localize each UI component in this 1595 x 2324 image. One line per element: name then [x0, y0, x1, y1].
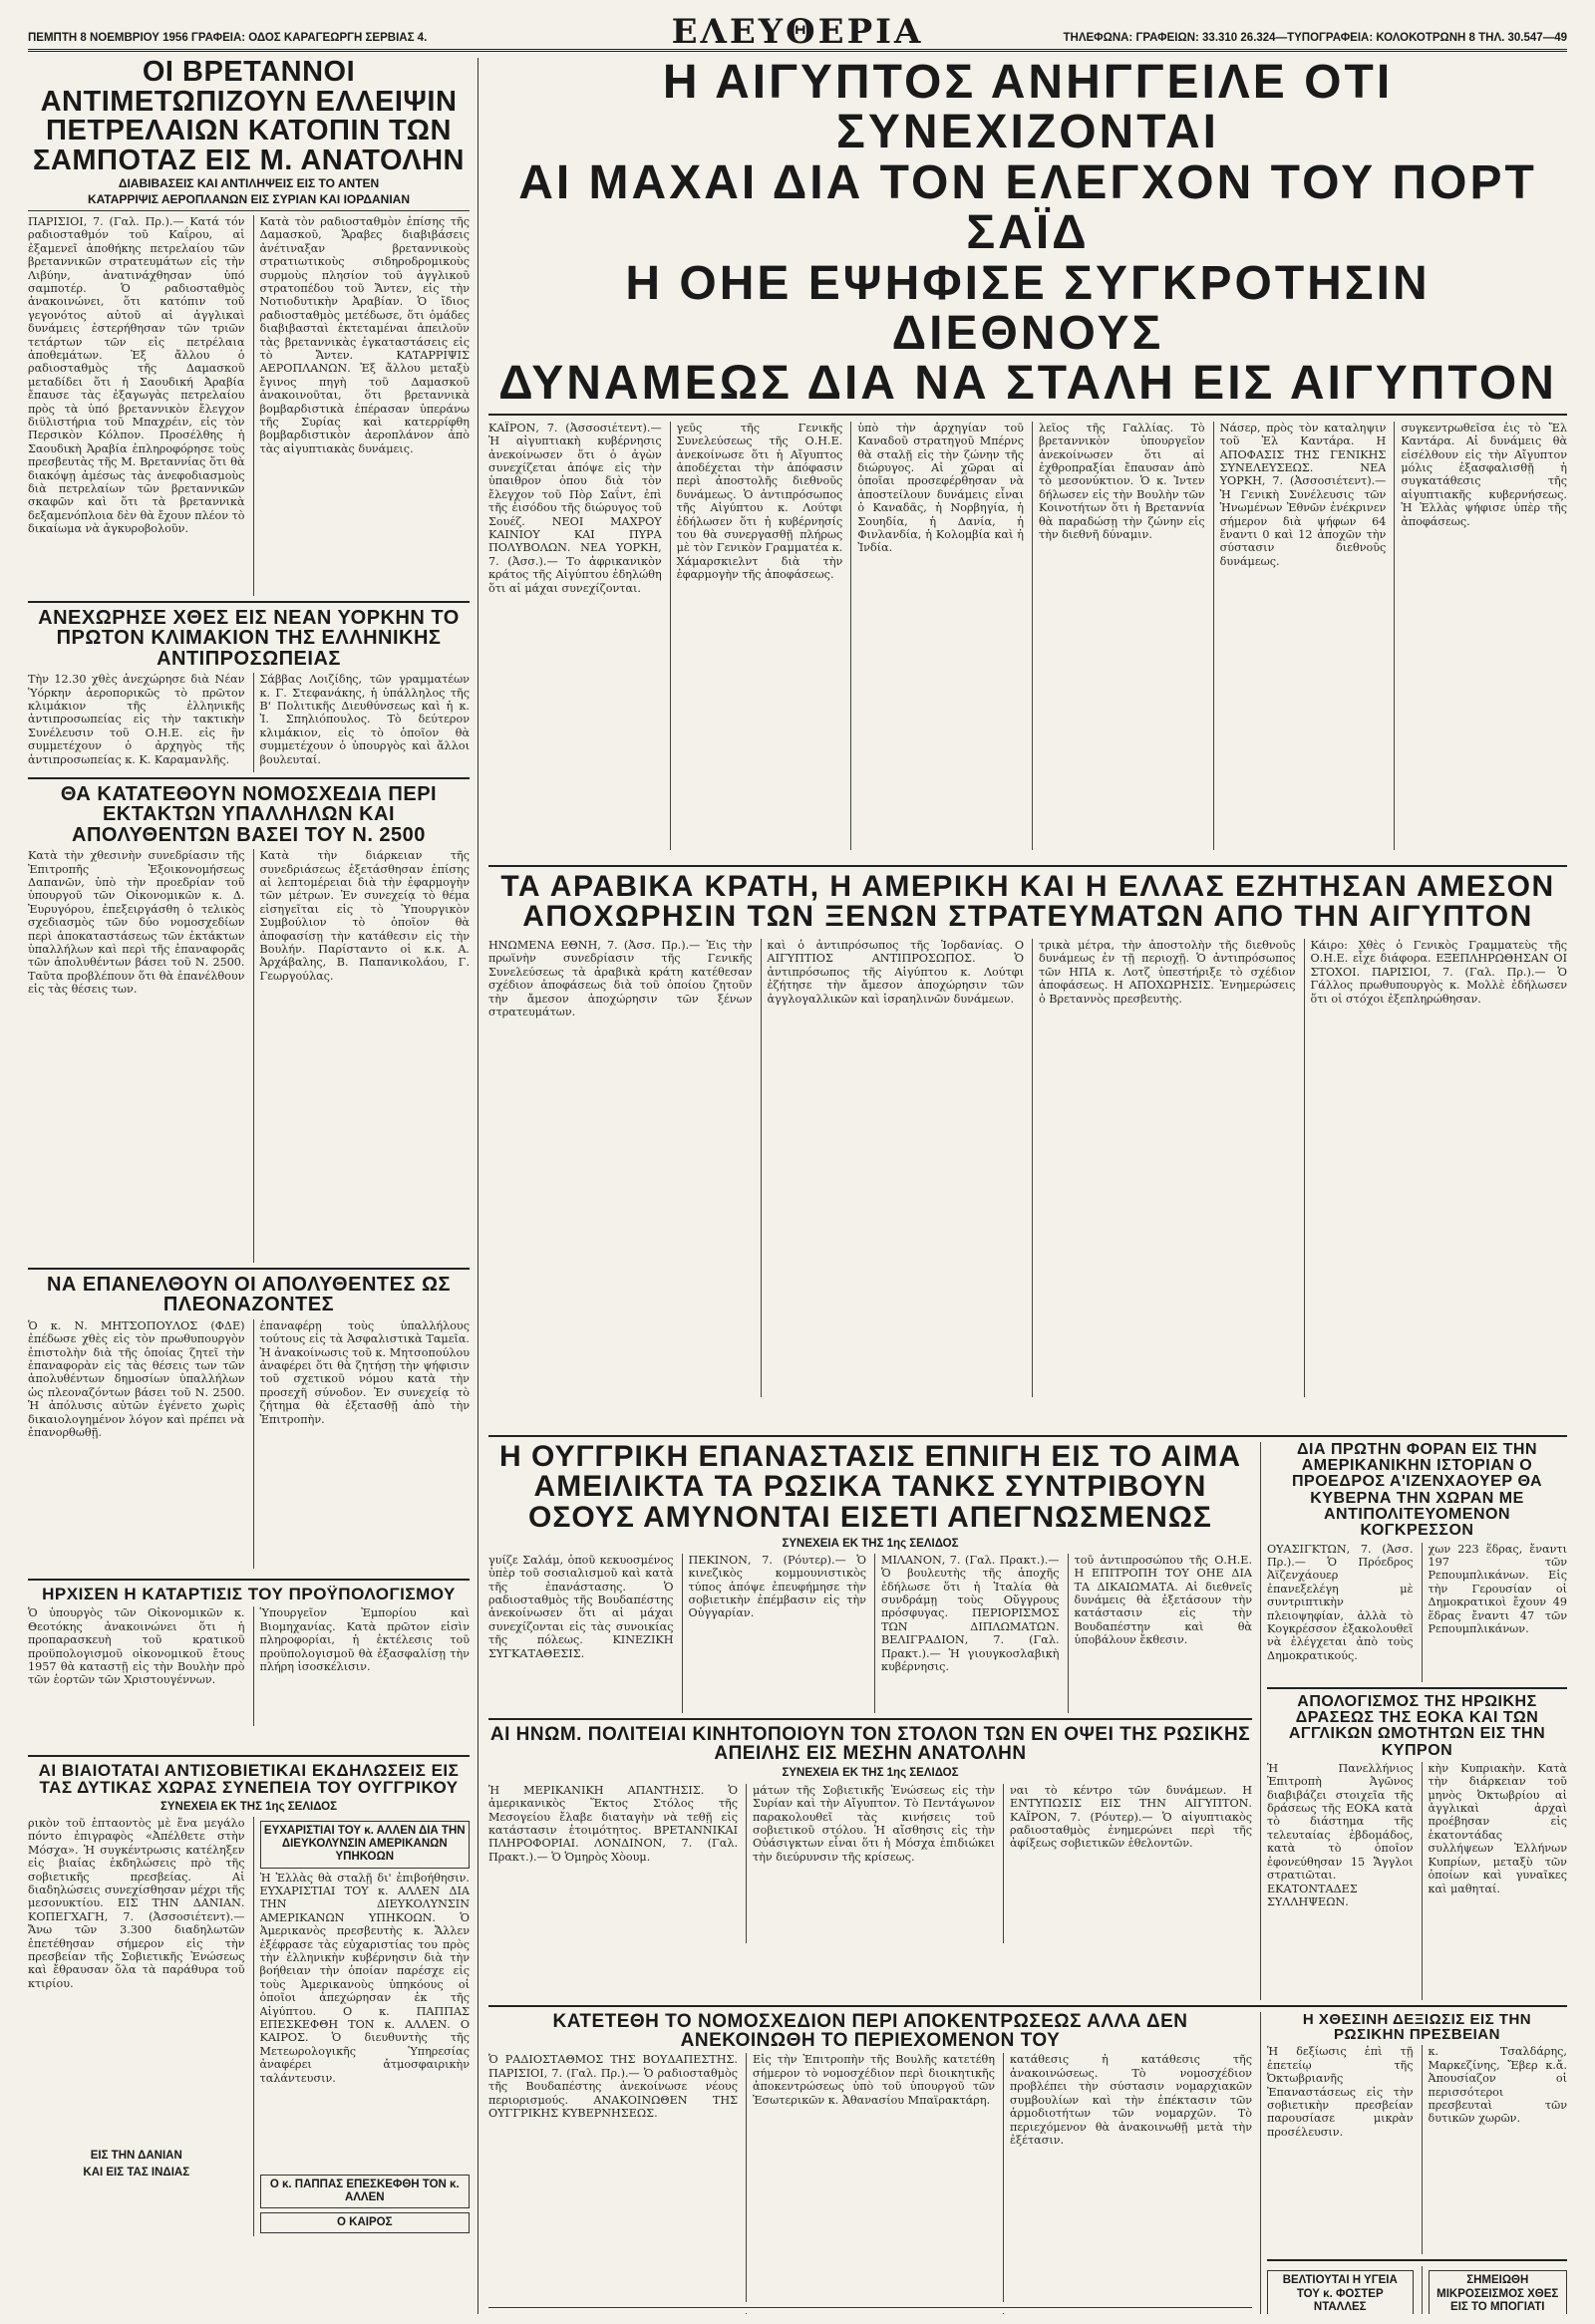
continuation-label: ΣΥΝΕΧΕΙΑ ΕΚ ΤΗΣ 1ης ΣΕΛΙΔΟΣ	[782, 1537, 959, 1550]
article-text: χων 223 ἕδρας, ἔναντι 197 τῶν Ρεπουμπλικάνων. Εἰς τὴν Γερουσίαν οἱ Δημοκρατικοὶ ἔχουν 49 ἕδρας ἔναντι 47 τῶν Ρεπουμπλικάνων.	[1422, 1543, 1568, 1682]
article-text: Νάσερ, πρὸς τὸν καταληψιν τοῦ Ἑλ Καντάρα. Η ΑΠΟΦΑΣΙΣ ΤΗΣ ΓΕΝΙΚΗΣ ΣΥΝΕΛΕΥΣΕΩΣ. ΝΕΑ ΥΟΡΚΗ, 7. (Ἀσσοσιέτεντ).— Ἡ Γενικὴ Συνέλευσις τῶν Ἡνωμένων Ἐθνῶν ἐνέκρινεν σήμερον διὰ ψήφων 64 ἔναντι 0 καὶ 12 ἀποχῶν τὴν σύστασιν διεθνοῦς δυνάμεως.	[1213, 422, 1387, 850]
article-text: γεῦς τῆς Γενικῆς Συνελεύσεως τῆς Ο.Η.Ε. ἀνεκοίνωσε ὅτι ἡ Αἴγυπτος ἀποδέχεται τὴν ἀπόφασιν περὶ ἀποστολῆς διεθνοῦς δυνάμεως. Ὁ ἀντιπρόσωπος τῆς Αἰγύπτου κ. Λούτφι ἐδήλωσεν ὅτι ἡ κυβέρνησίς του θὰ συνεργασθῇ πλήρως μὲ τὸν Γενικὸν Γραμματέα κ. Χάμαρσκιελντ διὰ τὴν ἐφαρμογὴν τῆς ἀποφάσεως.	[670, 422, 843, 850]
headline: ΔΙΑ ΠΡΩΤΗΝ ΦΟΡΑΝ ΕΙΣ ΤΗΝ ΑΜΕΡΙΚΑΝΙΚΗΝ ΙΣΤΟΡΙΑΝ Ο ΠΡΟΕΔΡΟΣ Α'ΙΖΕΝΧΑΟΥΕΡ ΘΑ ΚΥΒΕΡΝΑ ΤΗΝ ΧΩΡΑΝ ΜΕ ΑΝΤΙΠΟΛΙΤΕΥΟΜΕΝΟΝ ΚΟΓΚΡΕΣΣΟΝ	[1291, 1441, 1543, 1540]
masthead-phones: ΤΗΛΕΦΩΝΑ: ΓΡΑΦΕΙΩΝ: 33.310 26.324—ΤΥΠΟΓΡΑΦΕΙΑ: ΚΟΛΟΚΟΤΡΩΝΗ 8 ΤΗΛ. 30.547—49	[1063, 32, 1567, 44]
article-text: τοῦ ἀντιπροσώπου τῆς Ο.Η.Ε. Η ΕΠΙΤΡΟΠΗ ΤΟΥ ΟΗΕ ΔΙΑ ΤΑ ΔΙΚΑΙΩΜΑΤΑ. Αἱ διεθνεῖς δυνάμεις θὰ ἐξετάσουν τὴν κατάστασιν εἰς τὴν Βουδαπέστην καὶ θὰ ὑποβάλουν ἔκθεσιν.	[1068, 1554, 1253, 1713]
article-text: ΠΑΡΙΣΙΟΙ, 7. (Γαλ. Πρ.).— Κατά τόν ραδιοσταθμόν τοῦ Καΐρου, αἱ ἐξαμενεῖ ἀποθήκης πετρελαίου τῶν βρεταννικῶν στρατευμάτων εἰς τὴν Λιβύην, ἀνατινάχθησαν ὑπό σαμποτέρ. Ὁ ραδιοσταθμὸς ἀνακοινώνει, ὅτι κατόπιν τοῦ γεγονότος αὐτοῦ αἱ ἀγγλικαὶ δυνάμεις ἐστερήθησαν τῶν τριῶν τετάρτων τῶν εἰς πετρέλαια ἀποθεμάτων. Ἐξ ἄλλου ὁ ραδιοσταθμὸς τῆς Δαμασκοῦ μεταδίδει ὅτι ἡ Σαουδική Ἀραβία ἔπαυσε τὰς ἐξαγωγὰς πετρελαίου πρὸς τὰ ὑπό βρεταννικὸν ἔλεγχον διϋλιστήρια τοῦ Μπαχρέιν, εἰς τὸν Περσικὸν Κόλπον. Προσέλθης ἡ Σαουδικὴ Ἀραβία ἐπληροφόρησε τοὺς πρεσβευτὰς τῆς Μ. Βρεταννίας ὅτι θὰ διακόψῃ ἀμέσως τὰς ἀνεφοδιασμοὺς διὰ πετρελαίων τῶν βρεταννικῶν σκαφῶν καὶ ὅτι τὰ βρεταννικὰ δεξαμενόπλοια δὲν θὰ ἔχουν πλέον τὸ δικαίωμα νὰ ἀγκυροβολοῦν.	[28, 214, 245, 536]
article-text: Ἡ Ἑλλὰς θὰ σταλῇ δι' ἐπιβοήθησιν. ΕΥΧΑΡΙΣΤΙΑΙ ΤΟΥ κ. ΑΛΛΕΝ ΔΙΑ ΤΗΝ ΔΙΕΥΚΟΛΥΝΣΙΝ ΑΜΕΡΙΚΑΝΩΝ ΥΠΗΚΟΩΝ. Ὁ Ἀμερικανὸς πρεσβευτὴς κ. Ἄλλεν ἐξέφρασε τὰς εὐχαριστίας του πρὸς τὴν ἑλληνικὴν κυβέρνησιν διὰ τὴν βοήθειαν τὴν ὁποίαν παρέσχε εἰς τοὺς Ἀμερικανοὺς ὑπηκόους οἱ ὁποῖοι ἀπεχώρησαν ἐκ τῆς Αἰγύπτου. Ο κ. ΠΑΠΠΑΣ ΕΠΕΣΚΕΦΘΗ ΤΟΝ κ. ΑΛΛΕΝ. Ο ΚΑΙΡΟΣ. Ὁ διευθυντὴς τῆς Μετεωρολογικῆς Ὑπηρεσίας ἀναφέρει ἀτμοσφαιρικὴν ταλάντευσιν.	[259, 1871, 470, 2085]
article-delegation	[28, 608, 470, 772]
brief-dulles	[1267, 2266, 1414, 2314]
page-body	[28, 58, 1567, 2314]
masthead-date-address: ΠΕΜΠΤΗ 8 ΝΟΕΜΒΡΙΟΥ 1956 ΓΡΑΦΕΙΑ: ΟΔΟΣ ΚΑΡΑΓΕΩΡΓΗ ΣΕΡΒΙΑΣ 4.	[28, 32, 428, 44]
article-text: λεῖος τῆς Γαλλίας. Τὸ βρεταννικὸν ὑπουργεῖον ἀνεκοίνωσεν ὅτι αἱ ἐχθροπραξίαι ἔπαυσαν ἀπὸ τὸ μεσονύκτιον. Ὁ κ. Ἰντεν δήλωσεν εἰς τὴν Βουλὴν τῶν Κοινοτήτων ὅτι ἡ Βρεταννία θὰ παραδώσῃ τὴν ζώνην εἰς τὴν διεθνῆ δύναμιν.	[1032, 422, 1205, 850]
article-bills	[28, 784, 470, 1263]
banner-line-4: ΔΥΝΑΜΕΩΣ ΔΙΑ ΝΑ ΣΤΑΛΗ ΕΙΣ ΑΙΓΥΠΤΟΝ	[498, 357, 1557, 411]
article-british-oil	[28, 58, 470, 596]
article-text: Τὴν 12.30 χθὲς ἀνεχώρησε διὰ Νέαν Ὑόρκην ἀεροπορικῶς τὸ πρῶτον κλιμάκιον τῆς ἑλληνικῆς ἀντιπροσωπείας εἰς τὴν τακτικὴν Συνέλευσιν τοῦ Ο.Η.Ε. εἰς ἣν συμμετέχουν ὁ ἀρχηγὸς τῆς ἀντιπροσωπείας κ. Κ. Καραμανλῆς.	[28, 673, 245, 766]
article-text: ὑπὸ τὴν ἀρχηγίαν τοῦ Καναδοῦ στρατηγοῦ Μπέρνς θὰ σταλῇ εἰς τὴν ζώνην τῆς διώρυγος. Αἱ χῶραι αἱ ὁποῖαι προσεφέρθησαν νὰ ἀποστείλουν δυνάμεις εἶναι ὁ Καναδᾶς, ἡ Νορβηγία, ἡ Σουηδία, ἡ Δανία, ἡ Φινλανδία, ἡ Κολομβία καὶ ἡ Ἰνδία.	[850, 422, 1024, 850]
article-text: Σάββας Λοιζίδης, τῶν γραμματέων κ. Γ. Στεφανάκης, ἡ ὑπάλληλος τῆς Β' Πολιτικῆς Διευθύνσεως καὶ ἡ κ. Ἰ. Σπηλιόπουλος. Τὸ δεύτερον κλιμάκιον, εἰς τὸ ὁποῖον θὰ συμμετέχουν ὁ ὑπουργὸς καὶ ἄλλοι βουλευταί.	[253, 673, 471, 772]
headline: ΟΙ ΒΡΕΤΑΝΝΟΙ ΑΝΤΙΜΕΤΩΠΙΖΟΥΝ ΕΛΛΕΙΨΙΝ ΠΕΤΡΕΛΑΙΩΝ ΚΑΤΟΠΙΝ ΤΩΝ ΣΑΜΠΟΤΑΖ ΕΙΣ Μ. ΑΝΑΤΟΛΗΝ	[33, 58, 465, 176]
headline: ΑΙ ΒΙΑΙΟΤΑΤΑΙ ΑΝΤΙΣΟΒΙΕΤΙΚΑΙ ΕΚΔΗΛΩΣΕΙΣ ΕΙΣ ΤΑΣ ΔΥΤΙΚΑΣ ΧΩΡΑΣ ΣΥΝΕΠΕΙΑ ΤΟΥ ΟΥΓΓΡΙΚΟΥ	[38, 1762, 460, 1798]
article-text: ἐπαναφέρῃ τοὺς ὑπαλλήλους τούτους εἰς τὰ Ἀσφαλιστικὰ Ταμεῖα. Ἡ ἀνακοίνωσις τοῦ κ. Μητσοπούλου ἀναφέρει ὅτι θὰ ζητήσῃ τὴν ψήφισιν τοῦ σχετικοῦ νόμου κατὰ τὴν προσεχῆ σύνοδον. Ἐν συνεχείᾳ τὸ ζήτημα θὰ ἐξετασθῇ ἀπὸ τὴν Ἐπιτροπὴν.	[253, 1319, 471, 1569]
headline: ΤΑ ΑΡΑΒΙΚΑ ΚΡΑΤΗ, Η ΑΜΕΡΙΚΗ ΚΑΙ Η ΕΛΛΑΣ ΕΖΗΤΗΣΑΝ ΑΜΕΣΟΝ ΑΠΟΧΩΡΗΣΙΝ ΤΩΝ ΞΕΝΩΝ ΣΤΡΑΤΕΥΜΑΤΩΝ ΑΠΟ ΤΗΝ ΑΙΓΥΠΤΟΝ	[500, 871, 1555, 934]
brief-moscow	[1003, 2313, 1252, 2314]
article-text: Κατὰ τὴν διάρκειαν τῆς συνεδριάσεως ἐξετάσθησαν ἐπίσης αἱ λεπτομέρειαι διὰ τὴν ἐφαρμογὴν τῶν μέτρων. Ἐν συνεχείᾳ τὸ θέμα εἰσηγεῖται εἰς τὸ Ὑπουργικὸν Συμβούλιον τὸ ὁποῖον θὰ ἀποφασίσῃ τὴν κατάθεσιν εἰς τὴν Βουλήν. Παρίσταντο οἱ κ.κ. Α. Ἀρχάβαλης, Β. Παπανικολάου, Γ. Γεωργούλας.	[253, 849, 471, 1263]
article-text: ρικὸν τοῦ ἑπταοντὸς μὲ ἕνα μεγάλο πόντο ἐπιγραφὸς «Ἀπέλθετε στὴν Μόσχα». Ἡ συγκέντρωσις κατέληξεν εἰς βιαίας ἐκδηλώσεις πρὸ τῆς σοβιετικῆς πρεσβείας. Αἱ διαδηλώσεις συνεχίσθησαν μέχρι τῆς μεσονυκτίου. ΕΙΣ ΤΗΝ ΔΑΝΙΑΝ. ΚΟΠΕΓΧΑΓΗ, 7. (Ἀσσοσιέτεντ).— Ἄνω τῶν 3.300 διαδηλωτῶν ἐπετέθησαν σήμερον εἰς τὴν πρεσβείαν τῆς Σοβιετικῆς Ἑνώσεως καὶ ἔθραυσαν ὅλα τὰ παράθυρα τοῦ κτιρίου.	[28, 1816, 245, 1990]
article-text: Κατὰ τὴν χθεσινὴν συνεδρίασιν τῆς Ἐπιτροπῆς Ἐξοικονομήσεως Δαπανῶν, ὑπὸ τὴν προεδρίαν τοῦ ὑπουργοῦ τῶν Οἰκονομικῶν κ. Δ. Ἐυρυγόρου, ἐπεξειργάσθη ὁ τελικὸς σχεδιασμὸς τῶν δύο νομοσχεδίων περὶ ἀποκαταστάσεως τῶν ἐκτάκτων ὑπαλλήλων καὶ περὶ τῆς ἐπαναφορᾶς τῶν ἀπολυθέντων βάσει τοῦ Ν. 2500. Ταῦτα προβλέπουν ὅτι θὰ ἐπανέλθουν εἰς τὰς θέσεις των.	[28, 849, 245, 997]
headline: ΑΜΕΙΛΙΚΤΑ ΤΑ ΡΩΣΙΚΑ ΤΑΝΚΣ ΣΥΝΤΡΙΒΟΥΝ	[533, 1470, 1207, 1504]
banner-line-2: ΑΙ ΜΑΧΑΙ ΔΙΑ ΤΟΝ ΕΛΕΓΧΟΝ ΤΟΥ ΠΟΡΤ ΣΑΪΔ	[518, 155, 1537, 260]
headline: Η ΟΥΓΓΡΙΚΗ ΕΠΑΝΑΣΤΑΣΙΣ ΕΠΝΙΓΗ ΕΙΣ ΤΟ ΑΙΜΑ	[498, 1441, 1242, 1473]
subheadline: ΚΑΤΑΡΡΙΨΙΣ ΑΕΡΟΠΛΑΝΩΝ ΕΙΣ ΣΥΡΙΑΝ ΚΑΙ ΙΟΡΔΑΝΙΑΝ	[28, 193, 470, 211]
article-text: ΠΕΚΙΝΟΝ, 7. (Ρόυτερ).— Ὁ κινεζικὸς κομμουνιστικὸς τύπος ἀπόψε ἐπευφήμησε τὴν σοβιετικὴν ἐπέμβασιν εἰς τὴν Οὐγγαρίαν.	[682, 1554, 867, 1713]
eisenhower-article	[1267, 1442, 1567, 1682]
article-text: Ἡ ΜΕΡΙΚΑΝΙΚΗ ΑΠΑΝΤΗΣΙΣ. Ὁ ἀμερικανικὸς Ἕκτος Στόλος τῆς Μεσογείου ἔλαβε διαταγὴν νὰ τεθῇ εἰς κατάστασιν ἑτοιμότητος. ΒΡΕΤΑΝΝΙΚΑΙ ΠΛΗΡΟΦΟΡΙΑΙ. ΛΟΝΔΙΝΟΝ, 7. (Γαλ. Πρακτ.).— Ὁ Ὁμηρὸς Χὸουμ.	[488, 1783, 738, 1864]
article-text: ναι τὸ κέντρο τῶν δυνάμεων. Η ΕΝΤΥΠΩΣΙΣ ΕΙΣ ΤΗΝ ΑΙΓΥΠΤΟΝ. ΚΑΪΡΟΝ, 7. (Ρόυτερ).— Ὁ αἰγυπτιακὸς ραδιοσταθμὸς ἐνημερώνει περὶ τῆς ἀφίξεως σοβιετικῶν ἐθελοντῶν.	[1003, 1784, 1252, 1943]
article-text: γυίζε Σαλάμ, ὁποῦ κεκυοσμένος ὑπὲρ τοῦ σοσιαλισμοῦ καὶ κατὰ τῆς ἐπανάστασης. Ὁ ραδιοσταθμὸς τῆς Βουδαπέστης ἀνεκοίνωσεν ὅτι αἱ μάχαι συνεχίζονται εἰς τὰς συνοικίας τῆς πόλεως. ΚΙΝΕΖΙΚΗ ΣΥΓΚΑΤΑΘΕΣΙΣ.	[488, 1553, 674, 1660]
left-column	[28, 58, 478, 2314]
headline: ΑΠΟΛΟΓΙΣΜΟΣ ΤΗΣ ΗΡΩΙΚΗΣ ΔΡΑΣΕΩΣ ΤΗΣ ΕΟΚΑ ΚΑΙ ΤΩΝ ΑΓΓΛΙΚΩΝ ΩΜΟΤΗΤΩΝ ΕΙΣ ΤΗΝ ΚΥΠΡΟΝ	[1288, 1692, 1546, 1759]
headline: ΘΑ ΚΑΤΑΤΕΘΟΥΝ ΝΟΜΟΣΧΕΔΙΑ ΠΕΡΙ ΕΚΤΑΚΤΩΝ ΥΠΑΛΛΗΛΩΝ ΚΑΙ ΑΠΟΛΥΘΕΝΤΩΝ ΒΑΣΕΙ ΤΟΥ Ν. 2500	[60, 784, 438, 846]
soviet-embassy-article	[1267, 2012, 1567, 2255]
article-text: κὴν Κυπριακὴν. Κατὰ τὴν διάρκειαν τοῦ μηνὸς Ὀκτωβρίου αἱ ἀγγλικαὶ ἀρχαὶ προέβησαν εἰς ἑκατοντάδας συλλήψεων Ἑλλήνων Κυπρίων, μεταξὺ τῶν ὁποίων καὶ γυναῖκες καὶ μαθηταί.	[1422, 1762, 1568, 2000]
article-dismissed	[28, 1275, 470, 1574]
hungary-article	[488, 1442, 1252, 2000]
box-headline: Ο ΚΑΙΡΟΣ	[260, 2212, 471, 2233]
article-text: Κάιρο: Χθὲς ὁ Γενικὸς Γραμματεὺς τῆς Ο.Η.Ε. εἶχε διάφορα. ΕΞΕΠΛΗΡΩΘΗΣΑΝ ΟΙ ΣΤΟΧΟΙ. ΠΑΡΙΣΙΟΙ, 7. (Γαλ. Πρ.).— Ὁ Γάλλος πρωθυπουργὸς κ. Μολλὲ ἐδήλωσεν ὅτι οἱ στόχοι ἐξεπληρώθησαν.	[1304, 939, 1568, 1397]
masthead	[28, 14, 1567, 52]
article-anti-soviet	[28, 1762, 470, 2314]
headline: Η ΧΘΕΣΙΝΗ ΔΕΞΙΩΣΙΣ ΕΙΣ ΤΗΝ ΡΩΣΙΚΗΝ ΠΡΕΣΒΕΙΑΝ	[1302, 2011, 1532, 2044]
article-text: Ὑπουργεῖον Ἐμπορίου καὶ Βιομηχανίας. Κατὰ πρῶτον εἰσὶν πληροφορίαι, ἡ ἐκτέλεσις τοῦ προϋπολογισμοῦ θὰ ἐξασφαλίσῃ τὴν πλήρη ἰσοσκέλισιν.	[253, 1606, 471, 1726]
article-text: ΜΙΛΑΝΟΝ, 7. (Γαλ. Πρακτ.).— Ὁ βουλευτὴς τῆς ἀποχῆς ἐδήλωσε ὅτι ἡ Ἰταλία θὰ συνδράμῃ τοὺς Οὔγγρους πρόσφυγας. ΠΕΡΙΟΡΙΣΜΟΣ ΤΩΝ ΔΙΠΛΩΜΑΤΩΝ. ΒΕΛΙΓΡΑΔΙΟΝ, 7. (Γαλ. Πρακτ.).— Ἡ γιουγκοσλαβικὴ κυβέρνησις.	[874, 1554, 1060, 1713]
subheadline: ΔΙΑΒΙΒΑΣΕΙΣ ΚΑΙ ΑΝΤΙΛΗΨΕΙΣ ΕΙΣ ΤΟ ΑΝΤΕΝ	[118, 176, 380, 191]
headline: ΝΑ ΕΠΑΝΕΛΘΟΥΝ ΟΙ ΑΠΟΛΥΘΕΝΤΕΣ ΩΣ ΠΛΕΟΝΑΖΟΝΤΕΣ	[46, 1275, 452, 1316]
egypt-article	[488, 422, 1567, 860]
article-text: Κατὰ τὸν ραδιοσταθμὸν ἐπίσης τῆς Δαμασκοῦ, Ἄραβες διαβιβάσεις ἀνέτιναξαν βρεταννικοὺς στρατιωτικοὺς σιδηροδρομικοὺς συρμοὺς πλησίον τοῦ ἀγγλικοῦ στρατοπέδου τοῦ Ἄντεν, εἰς τὴν Νοτιοδυτικὴν Ἀραβίαν. Ὁ ἴδιος ραδιοσταθμὸς μετέδωσε, ὅτι ὁμάδες διαβιβασταὶ ἐκτεταμέναι ἀπειλοῦν τὰς βρεταννικὰς ἐγκαταστάσεις εἰς τὸ Ἄντεν. ΚΑΤΑΡΡΙΨΙΣ ΑΕΡΟΠΛΑΝΩΝ. Ἐξ ἄλλου μεταξὺ ἔγινος πηγὴ τοῦ Δαμασκοῦ ἀνακοινοῦται, ὅτι βρεταννικὰ βομβαρδιστικὰ ἐπέρασαν ὑπεράνω τῆς Συρίας καὶ κατερρίφθη βομβαρδιστικὸν ἀεροπλάνον ἀπὸ τὰς αἰγυπτιακὰς δυνάμεις.	[253, 215, 471, 596]
brief-americans	[488, 2313, 738, 2314]
box-headline: Ο κ. ΠΑΠΠΑΣ ΕΠΕΣΚΕΦΘΗ ΤΟΝ κ. ΑΛΛΕΝ	[260, 2175, 471, 2208]
article-text: Ὁ ὑπουργὸς τῶν Οἰκονομικῶν κ. Θεοτόκης ἀνακοινώνει ὅτι ἡ προπαρασκευὴ τοῦ κρατικοῦ προϋπολογισμοῦ οἰκονομικοῦ ἔτους 1957 θὰ καταστῇ εἰς τὴν Βουλὴν πρὸ τῶν ἑορτῶν τῶν Χριστουγέννων.	[28, 1606, 245, 1687]
banner-line-1: Η ΑΙΓΥΠΤΟΣ ΑΝΗΓΓΕΙΛΕ ΟΤΙ ΣΥΝΕΧΙΖΟΝΤΑΙ	[662, 58, 1394, 159]
article-text: κ. Τσαλδάρης, Μαρκεζίνης, Ἔβερ κ.ἄ. Ἀπουσίαζον οἱ περισσότεροι πρεσβευταὶ τῶν δυτικῶν χωρῶν.	[1422, 2045, 1568, 2254]
article-text: ΚΑΪΡΟΝ, 7. (Ἀσσοσιέτεντ).— Ἡ αἰγυπτιακὴ κυβέρνησις ἀνεκοίνωσεν ὅτι ὁ ἀγὼν συνεχίζεται ἀπόψε εἰς τὴν ὑπαιθρον ὁπου διὰ τὸν ἔλεγχον τοῦ Πὸρ Σαΐντ, ἐπὶ τῆς ἐισόδου τῆς διώρυγος τοῦ Σουέζ. ΝΕΟΙ ΜΑΧΡΟΥ ΚΑΙΝΙΟΥ ΚΑΙ ΠΥΡΑ ΠΟΛΥΒΟΛΩΝ. ΝΕΑ ΥΟΡΚΗ, 7. (Ἀσσ.).— Το ἀφρικανικὸν κράτος τῆς Αἰγύπτου ἐδηλώθη ὅτι αἱ μάχαι συνεχίζονται.	[488, 421, 662, 595]
article-text: τρικὰ μέτρα, τὴν ἀποστολὴν τῆς διεθνοῦς δυνάμεως ἐν τῇ περιοχῇ. Ὁ ἀντιπρόσωπος τῶν ΗΠΑ κ. Λοτζ ὑπεστήριξε τὸ σχέδιον ἀποφάσεως. Η ΑΠΟΧΩΡΗΣΙΣ. Ἐνημερώσεις ὁ Βρεταννὸς πρεσβευτὴς.	[1032, 939, 1296, 1397]
brief-headline: ΣΗΜΕΙΩΘΗ ΜΙΚΡΟΣΕΙΣΜΟΣ ΧΘΕΣ ΕΙΣ ΤΟ ΜΠΟΓΙΑΤΙ	[1429, 2270, 1568, 2314]
section-label: ΚΑΙ ΕΙΣ ΤΑΣ ΙΝΔΙΑΣ	[83, 2167, 190, 2179]
brief-kavala	[746, 2313, 995, 2314]
article-text: Ἡ Πανελλήνιος Ἐπιτροπὴ Ἀγῶνος διαβιβάζει στοιχεῖα τῆς δράσεως τῆς ΕΟΚΑ κατὰ τὸ διάστημα τῆς τελευταίας ἑβδομάδος, κατὰ τὸ ὁποῖον ἐφονεύθησαν 15 Ἄγγλοι στρατιῶται. ΕΚΑΤΟΝΤΑΔΕΣ ΣΥΛΛΗΨΕΩΝ.	[1267, 1761, 1414, 1908]
article-text: συγκεντρωθεῖσα ἐις τὸ Ἔλ Καντάρα. Αἱ δυνάμεις θὰ εἰσέλθουν εἰς τὴν Αἴγυπτον μόλις ἐξασφαλισθῇ ἡ συγκατάθεσις τῆς αἰγυπτιακῆς κυβερνήσεως. Ἡ Ἑλλὰς ψήφισε ὑπὲρ τῆς ἀποφάσεως.	[1394, 422, 1567, 850]
headline: ΗΡΧΙΣΕΝ Η ΚΑΤΑΡΤΙΣΙΣ ΤΟΥ ΠΡΟΫΠΟΛΟΓΙΣΜΟΥ	[42, 1586, 456, 1603]
article-text: καὶ ὁ ἀντιπρόσωπος τῆς Ἰορδανίας. Ο ΑΙΓΥΠΤΙΟΣ ΑΝΤΙΠΡΟΣΩΠΟΣ. Ὁ ἀντιπρόσωπος τῆς Αἰγύπτου κ. Λούτφι ἐζήτησε τὴν ἄμεσον ἀποχώρησιν τῶν ἀγγλογαλλικῶν καὶ ἰσραηλινῶν δυνάμεων.	[761, 939, 1025, 1397]
decentralization-article	[488, 2012, 1252, 2303]
nato-fleet-article	[488, 1725, 1252, 1943]
section-label: ΕΙΣ ΤΗΝ ΔΑΝΙΑΝ	[90, 2149, 182, 2162]
article-budget	[28, 1586, 470, 1750]
box-headline: ΕΥΧΑΡΙΣΤΙΑΙ ΤΟΥ κ. ΑΛΛΕΝ ΔΙΑ ΤΗΝ ΔΙΕΥΚΟΛΥΝΣΙΝ ΑΜΕΡΙΚΑΝΩΝ ΥΠΗΚΟΩΝ	[260, 1821, 471, 1869]
article-text: Ὁ κ. Ν. ΜΗΤΣΟΠΟΥΛΟΣ (ΦΔΕ) ἐπέδωσε χθὲς εἰς τὸν πρωθυπουργὸν ἐπιστολὴν διὰ τῆς ὁποίας ζητεῖ τὴν ἐπαναφορὰν εἰς τὰς θέσεις των τῶν ἀπολυθέντων δημοσίων ὑπαλλήλων ὡς πλεοναζόντων βάσει τοῦ Ν. 2500. Ἡ ἀπόλυσις αὐτῶν ἐγένετο χωρὶς δικαιολογημένον λόγον καὶ πρέπει νὰ ἐπανορθωθῇ.	[28, 1318, 245, 1440]
arab-states-article	[488, 872, 1567, 1430]
headline: ΑΝΕΧΩΡΗΣΕ ΧΘΕΣ ΕΙΣ ΝΕΑΝ ΥΟΡΚΗΝ ΤΟ ΠΡΩΤΟΝ ΚΛΙΜΑΚΙΟΝ ΤΗΣ ΕΛΛΗΝΙΚΗΣ ΑΝΤΙΠΡΟΣΩΠΕΙΑΣ	[38, 608, 460, 670]
continuation-label: ΣΥΝΕΧΕΙΑ ΕΚ ΤΗΣ 1ης ΣΕΛΙΔΟΣ	[782, 1767, 959, 1780]
brief-headline: ΒΕΛΤΙΟΥΤΑΙ Η ΥΓΕΙΑ ΤΟΥ κ. ΦΟΣΤΕΡ ΝΤΑΛΛΕΣ	[1267, 2270, 1414, 2314]
banner-line-3: Η ΟΗΕ ΕΨΗΦΙΣΕ ΣΥΓΚΡΟΤΗΣΙΝ ΔΙΕΘΝΟΥΣ	[625, 256, 1431, 360]
article-text: Εἰς τὴν Ἐπιτροπὴν τῆς Βουλῆς κατετέθη σήμερον τὸ νομοσχέδιον περὶ διοικητικῆς ἀποκεντρώσεως ὑπὸ τοῦ ὑπουργοῦ τῶν Ἐσωτερικῶν κ. Ἀθανασίου Μπαϊρακτάρη.	[746, 2053, 995, 2302]
headline: ΟΣΟΥΣ ΑΜΥΝΟΝΤΑΙ ΕΙΣΕΤΙ ΑΠΕΓΝΩΣΜΕΝΩΣ	[528, 1500, 1212, 1534]
article-text: μάτων τῆς Σοβιετικῆς Ἑνώσεως εἰς τὴν Συρίαν καὶ τὴν Αἴγυπτον. Τὸ Πεντάγωνον παρακολουθεῖ τὰς κινήσεις τοῦ σοβιετικοῦ στόλου. Ἡ αἴσθησις εἰς τὴν Οὐάσιγκτων εἶναι ὅτι ἡ Μόσχα ἐπιδιώκει τὴν διεύρυνσιν τῆς κρίσεως.	[746, 1784, 995, 1943]
newspaper-title: ΕΛΕΥΘΕΡΙΑ	[671, 12, 924, 52]
article-text: κατάθεσις ἡ κατάθεσις τῆς ἀνακοινώσεως. Τὸ νομοσχέδιον προβλέπει τὴν σύστασιν νομαρχιακῶν συμβουλίων καὶ τὴν ἐπέκτασιν τῶν ἁρμοδιοτήτων τῶν νομαρχῶν. Τὸ περιεχόμενον θὰ ἀνακοινωθῇ μετὰ τὴν ἐξέτασιν.	[1003, 2053, 1252, 2302]
brief-earthquake	[1422, 2266, 1568, 2314]
article-text: Ὁ ΡΑΔΙΟΣΤΑΘΜΟΣ ΤΗΣ ΒΟΥΔΑΠΕΣΤΗΣ. ΠΑΡΙΣΙΟΙ, 7. (Γαλ. Πρ.).— Ὁ ραδιοσταθμὸς τῆς Βουδαπέστης ἀνεκοίνωσε νέους περιορισμούς. ΑΝΑΚΟΙΝΩΘΕΝ ΤΗΣ ΟΥΓΓΡΙΚΗΣ ΚΥΒΕΡΝΗΣΕΩΣ.	[488, 2053, 738, 2121]
banner-headlines	[488, 58, 1567, 416]
main-column	[488, 58, 1567, 2314]
headline: ΚΑΤΕΤΕΘΗ ΤΟ ΝΟΜΟΣΧΕΔΙΟΝ ΠΕΡΙ ΑΠΟΚΕΝΤΡΩΣΕΩΣ ΑΛΛΑ ΔΕΝ ΑΝΕΚΟΙΝΩΘΗ ΤΟ ΠΕΡΙΕΧΟΜΕΝΟΝ ΤΟΥ	[552, 2011, 1188, 2052]
article-text: ΗΝΩΜΕΝΑ ΕΘΝΗ, 7. (Ἀσσ. Πρ.).— Ἐις τὴν πρωϊνὴν συνεδρίασιν τῆς Γενικῆς Συνελεύσεως τὰ ἀραβικὰ κράτη κατέθεσαν σχέδιον ἀποφάσεως διὰ τοῦ ὁποίου ζητοῦν τὴν ἄμεσον ἀποχώρησιν τῶν ξένων στρατευμάτων.	[488, 938, 753, 1018]
article-text: Ἡ δεξίωσις ἐπὶ τῇ ἐπετείῳ τῆς Ὀκτωβριανῆς Ἐπαναστάσεως εἰς τὴν σοβιετικὴν πρεσβείαν παρουσίασε μικρὰν προσέλευσιν.	[1267, 2045, 1414, 2139]
headline: ΑΙ ΗΝΩΜ. ΠΟΛΙΤΕΙΑΙ ΚΙΝΗΤΟΠΟΙΟΥΝ ΤΟΝ ΣΤΟΛΟΝ ΤΩΝ ΕΝ ΟΨΕΙ ΤΗΣ ΡΩΣΙΚΗΣ ΑΠΕΙΛΗΣ ΕΙΣ ΜΕΣΗΝ ΑΝΑΤΟΛΗΝ	[489, 1723, 1251, 1765]
article-text: ΟΥΑΣΙΓΚΤΩΝ, 7. (Ἀσσ. Πρ.).— Ὁ Πρόεδρος Ἀϊζενχάουερ ἐπανεξελέγη μὲ συντριπτικὴν πλειοψηφίαν, ἀλλὰ τὸ Κογκρέσσον ἐξακολουθεῖ νὰ ἐλέγχεται ἀπὸ τοὺς Δημοκρατικούς.	[1267, 1542, 1414, 1662]
eoka-article	[1267, 1694, 1567, 2000]
continuation-label: ΣΥΝΕΧΕΙΑ ΕΚ ΤΗΣ 1ης ΣΕΛΙΔΟΣ	[160, 1800, 337, 1813]
